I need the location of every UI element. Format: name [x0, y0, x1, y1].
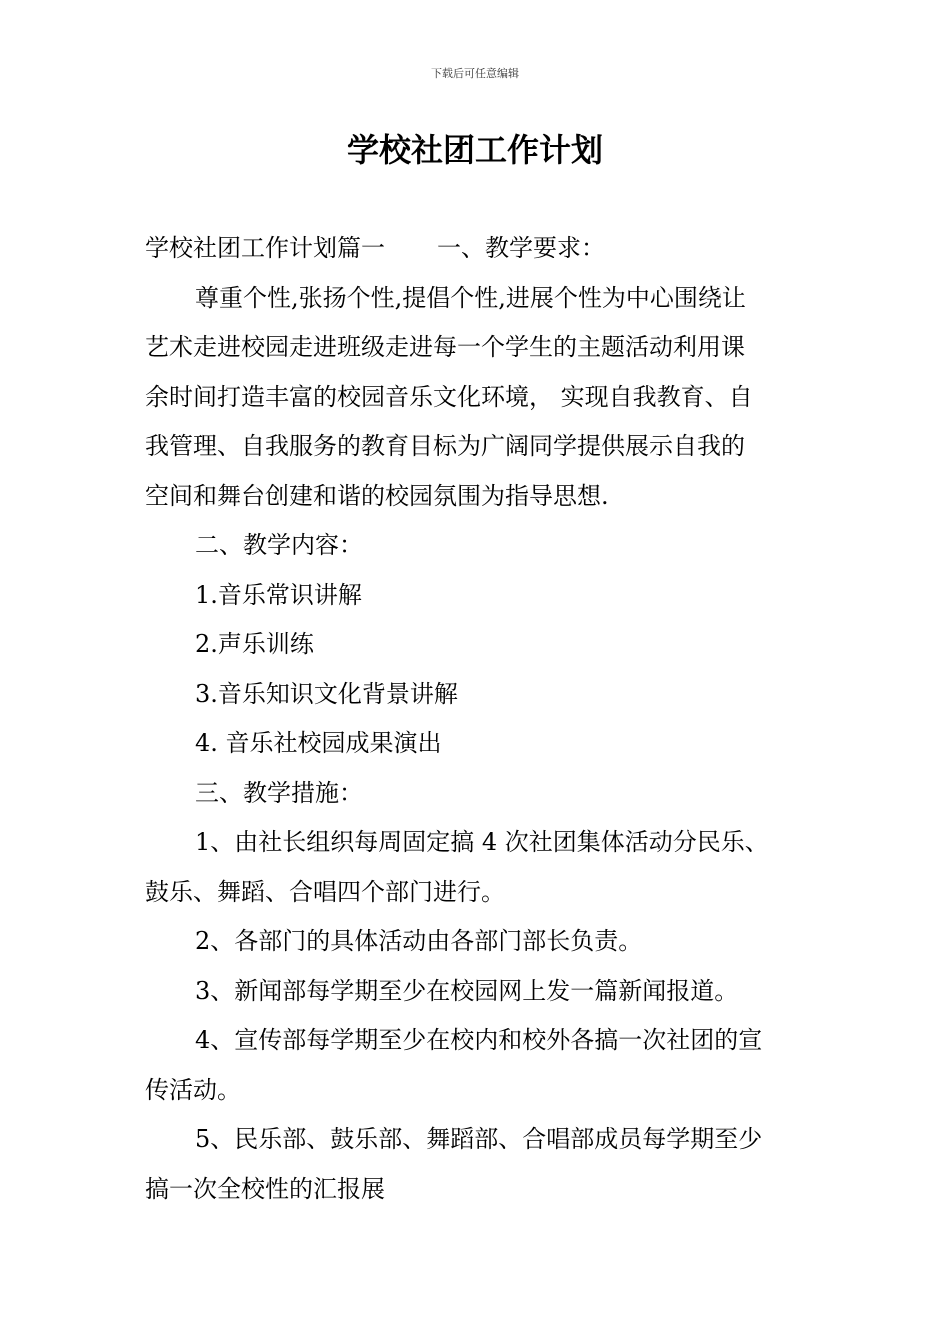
body-line: 空间和舞台创建和谐的校园氛围为指导思想. — [145, 481, 609, 510]
header-note: 下载后可任意编辑 — [431, 67, 519, 80]
subsection-heading: 一、教学要求： — [437, 234, 605, 262]
body-line: 传活动。 — [145, 1075, 241, 1104]
section-heading: 学校社团工作计划篇一 — [145, 234, 385, 262]
list-item: 3、新闻部每学期至少在校园网上发一篇新闻报道。 — [195, 976, 739, 1005]
list-item: 1、由社长组织每周固定搞 4 次社团集体活动分民乐、 — [195, 828, 769, 856]
subsection-heading: 二、教学内容： — [195, 531, 363, 559]
document-title: 学校社团工作计划 — [346, 131, 603, 169]
document-body — [145, 224, 810, 1214]
list-item: 4. 音乐社校园成果演出 — [195, 729, 442, 757]
list-item: 5、民乐部、鼓乐部、舞蹈部、合唱部成员每学期至少 — [195, 1125, 763, 1153]
body-line: 余时间打造丰富的校园音乐文化环境， 实现自我教育、自 — [145, 382, 753, 411]
subsection-heading: 三、教学措施： — [195, 778, 363, 807]
body-line: 搞一次全校性的汇报展 — [145, 1174, 385, 1203]
list-item: 2.声乐训练 — [195, 630, 314, 658]
list-item: 2、各部门的具体活动由各部门部长负责。 — [195, 927, 643, 955]
list-item: 3.音乐知识文化背景讲解 — [195, 679, 458, 708]
body-line: 尊重个性,张扬个性,提倡个性,进展个性为中心围绕让 — [195, 283, 746, 312]
list-item: 1.音乐常识讲解 — [195, 580, 362, 609]
body-line — [145, 224, 810, 274]
body-line: 我管理、自我服务的教育目标为广阔同学提供展示自我的 — [145, 432, 745, 460]
body-line: 艺术走进校园走进班级走进每一个学生的主题活动利用课 — [145, 333, 745, 361]
list-item: 4、宣传部每学期至少在校内和校外各搞一次社团的宣 — [195, 1026, 763, 1054]
body-line: 鼓乐、舞蹈、合唱四个部门进行。 — [145, 877, 505, 906]
